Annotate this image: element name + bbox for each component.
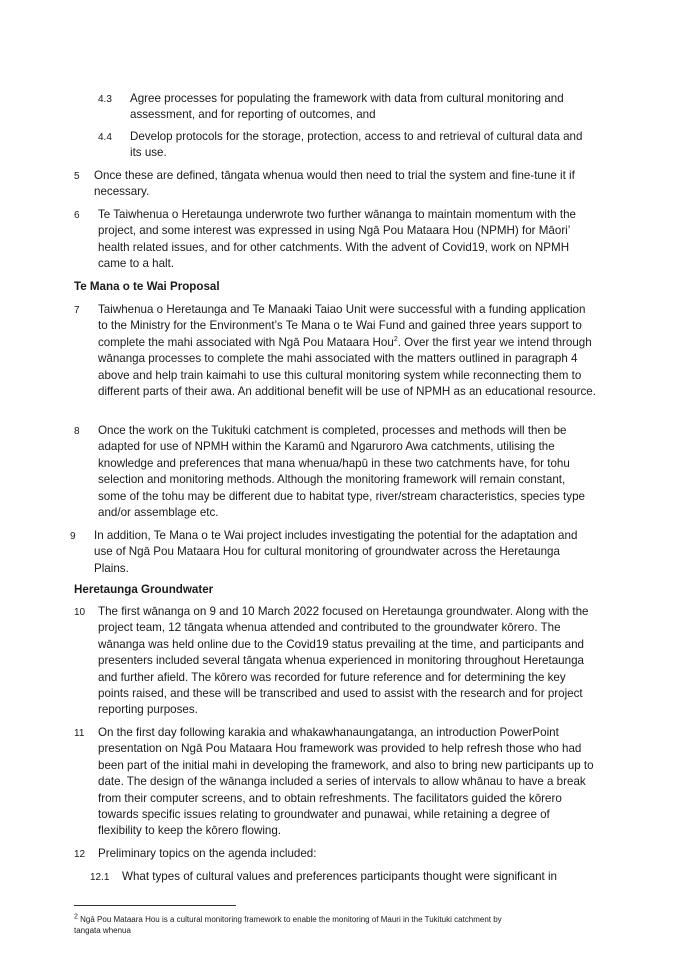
text-part: . Over the first year we intend through wānanga processes to complete the mahi associated with the matters outlined in paragraph 4 above and help train kaimahi to use this cultural monitoring system while reconnecting them to different parts of their awa. An additional benefit will be use of NPMH as an educational resource.: [98, 335, 596, 399]
item-text: Develop protocols for the storage, protection, access to and retrieval of cultural data and its use.: [130, 130, 583, 160]
footnote-marker: 2: [74, 913, 78, 921]
paragraph-text: Preliminary topics on the agenda included:: [98, 847, 317, 860]
paragraph-text: Te Taiwhenua o Heretaunga underwrote two further wānanga to maintain momentum with the project, and some interest was expressed in using Ngā Pou Mataara Hou (NPMH) for Māori’ health related issues, and for other catchments. With the advent of Covid19, work on NPMH came to a halt.: [98, 208, 576, 271]
paragraph-number: 11: [74, 728, 85, 739]
paragraph-number: 12: [74, 849, 86, 860]
item-text: What types of cultural values and preferences participants thought were significant in: [122, 870, 558, 883]
paragraph-number: 5: [74, 171, 80, 182]
item-text: Agree processes for populating the framework with data from cultural monitoring and assessment, and for reporting of outcomes, and: [130, 92, 564, 122]
item-number: 12.1: [90, 872, 110, 883]
paragraph-text: In addition, Te Mana o te Wai project includes investigating the potential for the adaptation and use of Ngā Pou Mataara Hou for cultural monitoring of groundwater across the Heretaunga Plains.: [94, 529, 578, 575]
footnote: [74, 915, 514, 936]
item-number: 4.3: [98, 94, 112, 105]
item-number: 4.4: [98, 132, 112, 143]
paragraph-number: 8: [74, 426, 80, 437]
footnote-text: Ngā Pou Mataara Hou is a cultural monitoring framework to enable the monitoring of Mauri in the Tukituki catchment by tangata whenua: [74, 915, 502, 935]
section-heading-groundwater: Heretaunga Groundwater: [74, 583, 214, 596]
paragraph-number: 7: [74, 305, 80, 316]
paragraph-text: Once the work on the Tukituki catchment is completed, processes and methods will then be adapted for use of NPMH within the Karamū and Ngaruroro Awa catchments, utilising the knowledge and preferences that mana whenua/hapū in these two catchments have, for tohu selection and monitoring methods. Although the monitoring framework will remain constant, some of the tohu may be different due to habitat type, river/stream characteristics, species type and/or assemblage etc.: [98, 424, 585, 520]
footnote-ref[interactable]: 2: [393, 335, 398, 343]
paragraph-number: 10: [74, 607, 86, 618]
paragraph-number: 9: [70, 531, 76, 542]
text-part: Taiwhenua o Heretaunga and Te Manaaki Taiao Unit were successful with a funding application to the Ministry for the Environment’s Te Mana o te Wai Fund and gained three years support to complete the mahi associated with Ngā Pou Mataara Hou: [98, 303, 586, 349]
paragraph-text: [98, 302, 596, 400]
paragraph-text: Once these are defined, tāngata whenua would then need to trial the system and fine-tune it if necessary.: [94, 169, 575, 199]
paragraph-text: On the first day following karakia and whakawhanaungatanga, an introduction PowerPoint presentation on Ngā Pou Mataara Hou framework was provided to help refresh those who had been part of the initial mahi in developing the framework, and also to bring new participants up to date. The design of the wānanga included a series of intervals to allow whānau to have a break from their computer screens, and to obtain refreshments. The facilitators guided the kōrero towards specific issues relating to groundwater and punawai, while retaining a degree of flexibility to keep the kōrero flowing.: [98, 726, 594, 838]
paragraph-text: The first wānanga on 9 and 10 March 2022 focused on Heretaunga groundwater. Along with the project team, 12 tāngata whenua attended and contributed to the groundwater kōrero. The wānanga was held online due to the Covid19 status prevailing at the time, and participants and presenters included several tāngata whenua experienced in monitoring throughout Heretaunga and further afield. The kōrero was recorded for future reference and for determining the key points raised, and these will be transcribed and used to assist with the research and for project reporting purposes.: [98, 605, 589, 717]
paragraph-number: 6: [74, 210, 80, 221]
footnote-divider: [74, 905, 236, 906]
section-heading-mana: Te Mana o te Wai Proposal: [74, 280, 220, 293]
